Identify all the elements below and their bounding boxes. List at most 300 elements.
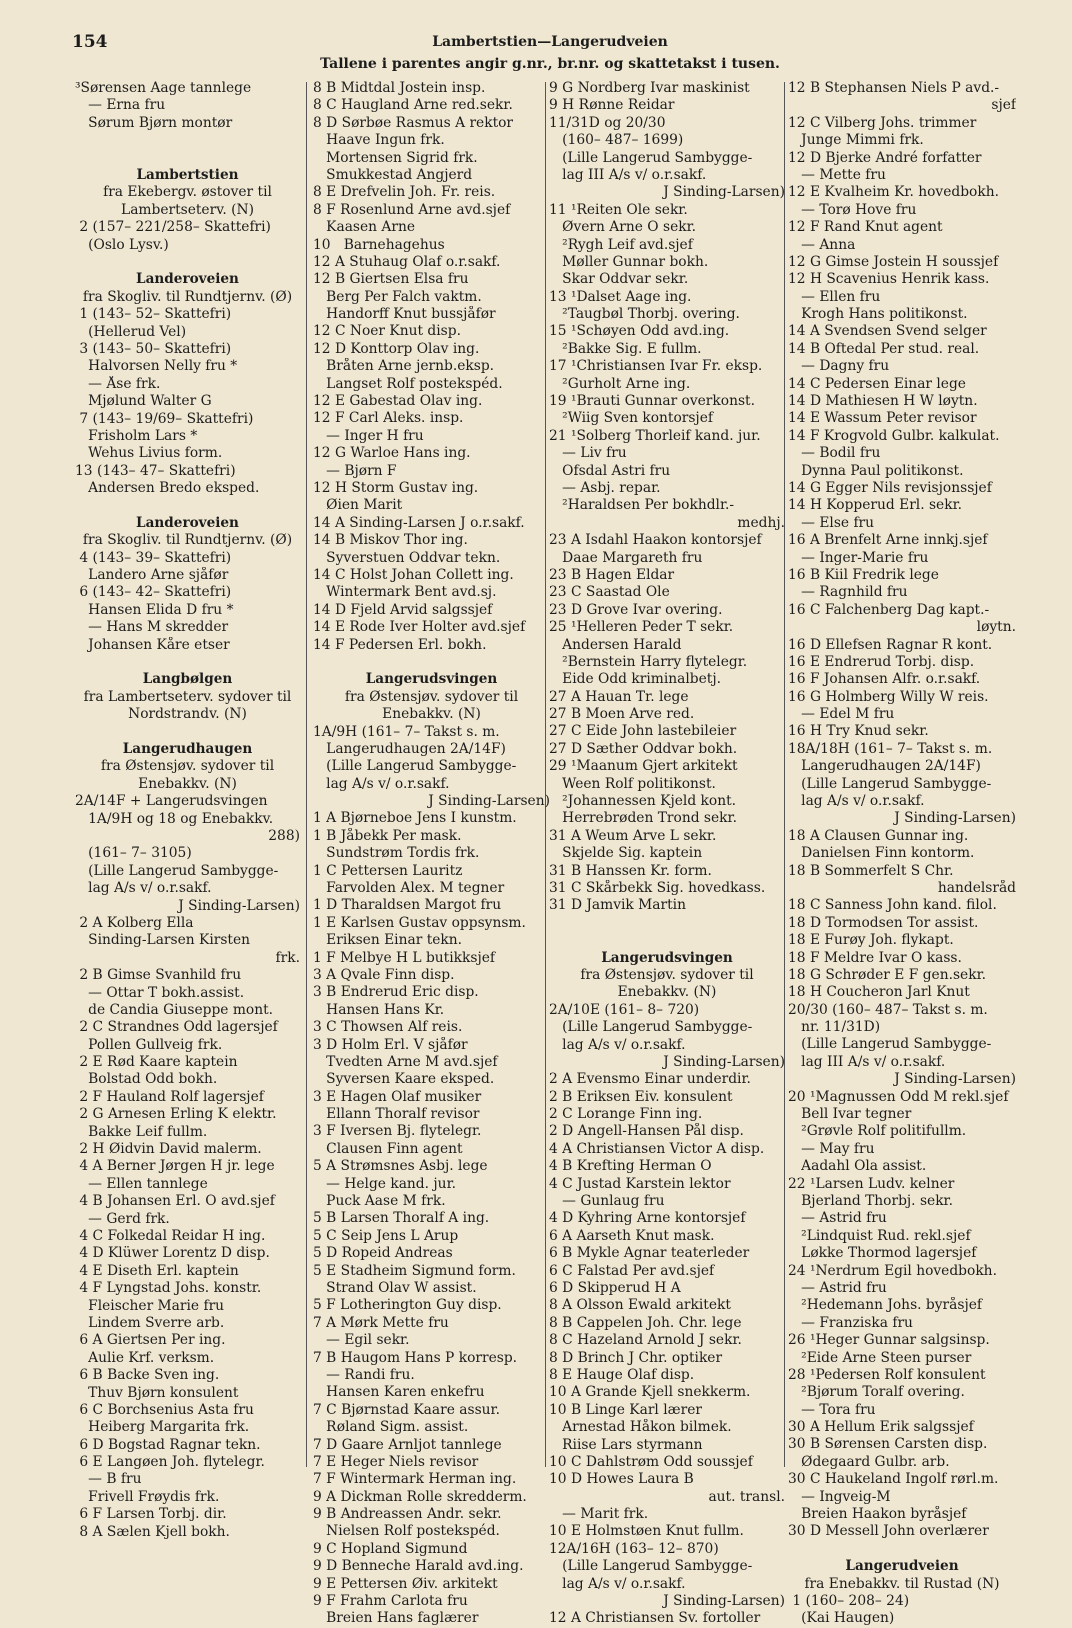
directory-entry: Pollen Gullveig frk.	[75, 1036, 223, 1053]
directory-entry: 2 F Hauland Rolf lagersjef	[75, 1088, 264, 1105]
directory-entry: 9 G Nordberg Ivar maskinist	[549, 80, 750, 96]
entry-continuation: J Sinding-Larsen)	[178, 897, 300, 914]
directory-entry: ²Gurholt Arne ing.	[549, 375, 691, 392]
directory-entry: 2 C Lorange Finn ing.	[549, 1106, 703, 1123]
directory-entry: Eriksen Einar tekn.	[313, 932, 463, 949]
directory-entry: Danielsen Finn kontorm.	[788, 845, 975, 862]
directory-entry: — Franziska fru	[788, 1314, 913, 1331]
directory-entry: 12 F Rand Knut agent	[788, 219, 943, 236]
directory-entry: — Helge kand. jur.	[313, 1175, 457, 1192]
directory-entry: 12A/16H (163– 12– 870)	[549, 1540, 719, 1557]
directory-entry: (Lille Langerud Sambygge-	[313, 758, 517, 775]
directory-entry: ²Bakke Sig. E fullm.	[549, 340, 702, 357]
directory-entry: 3 F Iversen Bj. flytelegr.	[313, 1123, 482, 1140]
directory-entry: 4 A Berner Jørgen H jr. lege	[75, 1158, 275, 1175]
street-description: Enebakkv. (N)	[617, 984, 717, 1001]
directory-entry: 13 ¹Dalset Aage ing.	[549, 288, 692, 305]
directory-entry: Lindem Sverre arb.	[75, 1314, 225, 1331]
directory-entry: 6 F Larsen Torbj. dir.	[75, 1506, 227, 1523]
directory-entry: lag A/s v/ o.r.sakf.	[549, 1575, 686, 1592]
directory-entry: 30 A Hellum Erik salgssjef	[788, 1419, 974, 1436]
directory-entry: ³Sørensen Aage tannlege	[75, 80, 252, 96]
directory-entry: Syverstuen Oddvar tekn.	[313, 549, 501, 566]
directory-entry: Wehus Livius form.	[75, 445, 223, 462]
directory-entry: 23 A Isdahl Haakon kontorsjef	[549, 532, 762, 549]
directory-entry: 27 C Eide John lastebileier	[549, 723, 737, 740]
directory-entry: Langerudhaugen 2A/14F)	[788, 758, 981, 775]
spacer	[788, 1541, 1016, 1558]
directory-entry: — Åse frk.	[75, 375, 161, 392]
directory-entry: 30 C Haukeland Ingolf rørl.m.	[788, 1471, 999, 1488]
directory-entry: Ween Rolf politikonst.	[549, 775, 716, 792]
directory-entry: 9 D Benneche Harald avd.ing.	[313, 1558, 524, 1575]
directory-entry: 12 D Konttorp Olav ing.	[313, 340, 480, 357]
directory-entry: 9 B Andreassen Andr. sekr.	[313, 1506, 502, 1523]
directory-entry: lag III A/s v/ o.r.sakf.	[549, 166, 707, 183]
directory-entry: 10 Barnehagehus	[313, 236, 445, 253]
directory-entry: 6 A Giertsen Per ing.	[75, 1332, 226, 1349]
directory-entry: 20 ¹Magnussen Odd M rekl.sjef	[788, 1088, 1009, 1105]
directory-entry: Eide Odd kriminalbetj.	[549, 671, 721, 688]
directory-entry: 8 A Sælen Kjell bokh.	[75, 1523, 230, 1540]
directory-entry: Mjølund Walter G	[75, 393, 212, 410]
directory-entry: — Dagny fru	[788, 358, 890, 375]
directory-entry: 14 C Holst Johan Collett ing.	[313, 566, 514, 583]
directory-entry: 14 C Pedersen Einar lege	[788, 375, 966, 392]
directory-entry: 2 H Øidvin David malerm.	[75, 1141, 262, 1158]
spacer	[75, 132, 300, 149]
directory-entry: 3 (143– 50– Skattefri)	[75, 340, 232, 357]
directory-entry: Bakke Leif fullm.	[75, 1123, 208, 1140]
directory-entry: 4 B Johansen Erl. O avd.sjef	[75, 1193, 275, 1210]
directory-entry: 17 ¹Christiansen Ivar Fr. eksp.	[549, 358, 763, 375]
directory-entry: 9 A Dickman Rolle skredderm.	[313, 1488, 527, 1505]
directory-entry: lag A/s v/ o.r.sakf.	[788, 793, 925, 810]
directory-entry: 8 D Brinch J Chr. optiker	[549, 1349, 723, 1366]
page-header-subtitle: Tallene i parentes angir g.nr., br.nr. og skattetakst i tusen.	[320, 56, 780, 72]
directory-entry: 12 A Christiansen Sv. fortoller	[549, 1610, 761, 1627]
directory-entry: Farvolden Alex. M tegner	[313, 880, 505, 897]
directory-entry: 8 E Hauge Olaf disp.	[549, 1366, 695, 1383]
directory-entry: Hansen Elida D fru *	[75, 601, 234, 618]
directory-entry: Herrebrøden Trond sekr.	[549, 810, 737, 827]
street-description: Nordstrandv. (N)	[128, 706, 247, 723]
directory-entry: (Lille Langerud Sambygge-	[549, 1558, 753, 1575]
directory-entry: Sinding-Larsen Kirsten	[75, 932, 251, 949]
directory-entry: 18 B Sommerfelt S Chr.	[788, 862, 954, 879]
directory-entry: 12 H Storm Gustav ing.	[313, 479, 479, 496]
street-heading: Langerudsvingen	[365, 671, 498, 688]
directory-entry: 6 B Mykle Agnar teaterleder	[549, 1245, 750, 1262]
directory-entry: Mortensen Sigrid frk.	[313, 149, 478, 166]
directory-entry: nr. 11/31D)	[788, 1019, 881, 1036]
column-3	[549, 80, 785, 1628]
directory-entry: 8 C Haugland Arne red.sekr.	[313, 97, 513, 114]
directory-entry: 12 F Carl Aleks. insp.	[313, 410, 464, 427]
directory-entry: Syversen Kaare eksped.	[313, 1071, 495, 1088]
directory-entry: 16 F Johansen Alfr. o.r.sakf.	[788, 671, 981, 688]
directory-entry: 11/31D og 20/30	[549, 114, 666, 131]
directory-entry: 26 ¹Heger Gunnar salgsinsp.	[788, 1332, 990, 1349]
directory-entry: Øvern Arne O sekr.	[549, 219, 697, 236]
directory-entry: Bjerland Thorbj. sekr.	[788, 1193, 954, 1209]
spacer	[549, 915, 785, 932]
directory-entry: 1 F Melbye H L butikksjef	[313, 949, 495, 966]
directory-entry: Frivell Frøydis frk.	[75, 1488, 220, 1505]
directory-entry: Breien Haakon byråsjef	[788, 1506, 967, 1523]
directory-entry: 4 C Folkedal Reidar H ing.	[75, 1227, 266, 1244]
directory-entry: 16 E Endrerud Torbj. disp.	[788, 653, 975, 670]
directory-entry: Smukkestad Angjerd	[313, 166, 473, 183]
directory-entry: ²Hedemann Johs. byråsjef	[788, 1297, 982, 1314]
directory-entry: 12 B Giertsen Elsa fru	[313, 271, 469, 288]
directory-entry: Ofsdal Astri fru	[549, 462, 671, 479]
directory-entry: 14 D Fjeld Arvid salgssjef	[313, 601, 493, 618]
directory-entry: ²Bjørum Toralf overing.	[788, 1384, 965, 1401]
street-description: Lambertseterv. (N)	[121, 201, 254, 218]
spacer	[75, 497, 300, 514]
directory-entry: Kaasen Arne	[313, 219, 416, 236]
directory-entry: 8 C Hazeland Arnold J sekr.	[549, 1332, 742, 1349]
directory-entry: 14 G Egger Nils revisjonssjef	[788, 479, 992, 496]
directory-entry: 1 (160– 208– 24)	[788, 1593, 910, 1610]
directory-entry: 12 D Bjerke André forfatter	[788, 149, 982, 166]
directory-entry: Dynna Paul politikonst.	[788, 462, 964, 479]
directory-entry: Bråten Arne jernb.eksp.	[313, 358, 495, 375]
directory-entry: Johansen Kåre etser	[75, 636, 230, 653]
directory-entry: Thuv Bjørn konsulent	[75, 1384, 239, 1401]
directory-entry: Langerudhaugen 2A/14F)	[313, 740, 506, 757]
directory-entry: lag III A/s v/ o.r.sakf.	[788, 1053, 946, 1070]
directory-entry: 2 B Eriksen Eiv. konsulent	[549, 1088, 733, 1105]
directory-entry: 8 F Rosenlund Arne avd.sjef	[313, 201, 511, 218]
directory-entry: 20/30 (160– 487– Takst s. m.	[788, 1001, 988, 1018]
spacer	[75, 254, 300, 271]
directory-entry: 27 A Hauan Tr. lege	[549, 688, 689, 705]
directory-entry: Fleischer Marie fru	[75, 1297, 225, 1314]
directory-entry: Andersen Harald	[549, 636, 682, 653]
directory-entry: 16 A Brenfelt Arne innkj.sjef	[788, 532, 988, 549]
directory-entry: Arnestad Håkon bilmek.	[549, 1419, 732, 1436]
directory-entry: (Lille Langerud Sambygge-	[549, 149, 753, 166]
directory-entry: (Hellerud Vel)	[75, 323, 187, 340]
directory-entry: Handorff Knut bussjåfør	[313, 306, 496, 323]
directory-entry: Andersen Bredo eksped.	[75, 480, 260, 497]
directory-entry: 5 F Lotherington Guy disp.	[313, 1297, 502, 1314]
directory-entry: 4 B Krefting Herman O	[549, 1158, 712, 1175]
directory-entry: 18 C Sanness John kand. filol.	[788, 897, 997, 914]
directory-entry: ²Wiig Sven kontorsjef	[549, 410, 713, 427]
directory-entry: 18 E Furøy Joh. flykapt.	[788, 932, 954, 949]
directory-entry: 14 B Oftedal Per stud. real.	[788, 340, 980, 357]
directory-entry: — Tora fru	[788, 1401, 876, 1418]
directory-entry: 21 ¹Solberg Thorleif kand. jur.	[549, 427, 761, 444]
directory-entry: 5 D Ropeid Andreas	[313, 1245, 453, 1262]
directory-entry: 7 D Gaare Arnljot tannlege	[313, 1436, 502, 1453]
directory-entry: — B fru	[75, 1471, 142, 1488]
directory-entry: Puck Aase M frk.	[313, 1193, 446, 1210]
entry-continuation: frk.	[275, 949, 300, 966]
directory-entry: 23 D Grove Ivar overing.	[549, 601, 723, 618]
directory-entry: — Mette fru	[788, 166, 886, 183]
entry-continuation: J Sinding-Larsen)	[663, 1593, 785, 1610]
directory-entry: 18 A Clausen Gunnar ing.	[788, 827, 969, 844]
directory-entry: Løkke Thormod lagersjef	[788, 1245, 977, 1262]
column-2	[313, 80, 550, 1628]
directory-entry: 12 H Scavenius Henrik kass.	[788, 271, 990, 288]
directory-entry: 18 H Coucheron Jarl Knut	[788, 984, 970, 1001]
entry-continuation: J Sinding-Larsen)	[663, 1053, 785, 1070]
directory-entry: Strand Olav W assist.	[313, 1280, 477, 1296]
directory-entry: 6 C Falstad Per avd.sjef	[549, 1262, 715, 1279]
directory-entry: 5 C Seip Jens L Arup	[313, 1227, 459, 1244]
directory-entry: Ødegaard Gulbr. arb.	[788, 1453, 950, 1470]
directory-entry: — Else fru	[788, 514, 875, 531]
street-heading: Landeroveien	[136, 514, 239, 531]
directory-entry: 6 E Langøen Joh. flytelegr.	[75, 1454, 265, 1471]
directory-entry: 23 C Saastad Ole	[549, 584, 670, 601]
directory-entry: 9 H Rønne Reidar	[549, 97, 675, 114]
directory-entry: — Ellen fru	[788, 288, 881, 305]
street-heading: Langbølgen	[142, 671, 233, 688]
directory-entry: — Anna	[788, 236, 856, 253]
directory-entry: — Gerd frk.	[75, 1210, 170, 1227]
directory-entry: 8 B Cappelen Joh. Chr. lege	[549, 1314, 742, 1331]
directory-entry: 3 B Endrerud Eric disp.	[313, 984, 479, 1001]
directory-entry: Sørum Bjørn montør	[75, 114, 233, 131]
directory-entry: 30 B Sørensen Carsten disp.	[788, 1436, 988, 1453]
page-header-title: Lambertstien—Langerudveien	[432, 34, 668, 50]
directory-entry: Hansen Hans Kr.	[313, 1001, 445, 1018]
directory-entry: 31 D Jamvik Martin	[549, 897, 686, 914]
directory-entry: 2 A Evensmo Einar underdir.	[549, 1071, 751, 1088]
directory-entry: 2 B Gimse Svanhild fru	[75, 967, 242, 984]
directory-entry: Krogh Hans politikonst.	[788, 306, 968, 323]
directory-entry: 1A/9H og 18 og Enebakkv.	[75, 810, 274, 827]
directory-entry: 1 A Bjørneboe Jens I kunstm.	[313, 810, 517, 827]
directory-entry: 14 A Sinding-Larsen J o.r.sakf.	[313, 514, 525, 531]
directory-entry: — Hans M skredder	[75, 619, 229, 636]
directory-entry: 27 D Sæther Oddvar bokh.	[549, 740, 738, 757]
column-rule	[306, 82, 307, 1467]
directory-entry: 10 A Grande Kjell snekkerm.	[549, 1384, 751, 1401]
directory-entry: 1 E Karlsen Gustav oppsynsm.	[313, 914, 526, 931]
directory-entry: lag A/s v/ o.r.sakf.	[549, 1036, 686, 1053]
street-description: fra Skogliv. til Rundtjernv. (Ø)	[82, 288, 293, 305]
directory-entry: ²Taugbøl Thorbj. overing.	[549, 306, 740, 323]
directory-entry: 12 A Stuhaug Olaf o.r.sakf.	[313, 253, 501, 270]
directory-entry: Haave Ingun frk.	[313, 132, 445, 149]
directory-entry: Langset Rolf postekspéd.	[313, 375, 503, 392]
directory-entry: 14 H Kopperud Erl. sekr.	[788, 497, 963, 514]
directory-entry: — Asbj. repar.	[549, 479, 661, 496]
entry-continuation: løytn.	[976, 619, 1016, 636]
street-heading: Langerudveien	[845, 1558, 959, 1575]
directory-entry: 7 F Wintermark Herman ing.	[313, 1471, 517, 1488]
directory-entry: 18 D Tormodsen Tor assist.	[788, 914, 979, 931]
entry-continuation: J Sinding-Larsen)	[894, 1071, 1016, 1088]
directory-entry: 16 H Try Knud sekr.	[788, 723, 929, 740]
directory-entry: (Lille Langerud Sambygge-	[788, 1036, 992, 1053]
directory-entry: 25 ¹Helleren Peder T sekr.	[549, 619, 734, 636]
directory-entry: Halvorsen Nelly fru *	[75, 358, 238, 375]
directory-entry: 30 D Messell John overlærer	[788, 1523, 989, 1540]
spacer	[549, 932, 785, 949]
directory-entry: 27 B Moen Arve red.	[549, 706, 695, 723]
directory-entry: 14 F Pedersen Erl. bokh.	[313, 636, 487, 653]
directory-entry: 10 E Holmstøen Knut fullm.	[549, 1523, 744, 1540]
spacer	[75, 724, 300, 741]
directory-entry: — Torø Hove fru	[788, 201, 917, 218]
directory-entry: Aulie Krf. verksm.	[75, 1349, 215, 1366]
directory-entry: Øien Marit	[313, 497, 403, 514]
directory-entry: ²Rygh Leif avd.sjef	[549, 236, 693, 253]
directory-entry: 16 C Falchenberg Dag kapt.-	[788, 601, 990, 618]
directory-entry: 4 E Diseth Erl. kaptein	[75, 1262, 239, 1279]
directory-entry: 3 E Hagen Olaf musiker	[313, 1088, 482, 1105]
directory-entry: 3 A Qvale Finn disp.	[313, 966, 455, 983]
directory-entry: 2 D Angell-Hansen Pål disp.	[549, 1123, 744, 1140]
directory-entry: 14 E Rode Iver Holter avd.sjef	[313, 619, 526, 636]
directory-entry: — Egil sekr.	[313, 1332, 410, 1349]
directory-entry: — Liv fru	[549, 445, 627, 462]
directory-entry: 12 C Vilberg Johs. trimmer	[788, 114, 977, 131]
directory-entry: (Kai Haugen)	[788, 1610, 895, 1627]
directory-entry: — Ottar T bokh.assist.	[75, 984, 245, 1001]
page-number: 154	[72, 32, 108, 52]
directory-entry: 16 B Kiil Fredrik lege	[788, 566, 939, 583]
street-description: fra Ekebergv. østover til	[103, 184, 272, 201]
directory-entry: 18 G Schrøder E F gen.sekr.	[788, 966, 987, 983]
directory-entry: Frisholm Lars *	[75, 427, 198, 444]
directory-entry: 12 G Gimse Jostein H soussjef	[788, 253, 999, 270]
directory-entry: 2 A Kolberg Ella	[75, 914, 194, 931]
directory-entry: — Astrid fru	[788, 1210, 887, 1227]
directory-entry: — Ellen tannlege	[75, 1175, 208, 1192]
directory-entry: 6 B Backe Sven ing.	[75, 1367, 220, 1384]
directory-entry: 22 ¹Larsen Ludv. kelner	[788, 1175, 955, 1192]
directory-entry: 10 D Howes Laura B	[549, 1471, 694, 1488]
directory-entry: 12 B Stephansen Niels P avd.-	[788, 80, 1000, 96]
directory-entry: 7 B Haugom Hans P korresp.	[313, 1349, 518, 1366]
directory-entry: Bolstad Odd bokh.	[75, 1071, 218, 1088]
directory-entry: — Marit frk.	[549, 1506, 649, 1523]
directory-entry: 31 B Hanssen Kr. form.	[549, 862, 712, 879]
directory-entry: 2 E Rød Kaare kaptein	[75, 1054, 238, 1071]
directory-entry: 10 B Linge Karl lærer	[549, 1401, 702, 1418]
directory-entry: 29 ¹Maanum Gjert arkitekt	[549, 758, 738, 775]
spacer	[75, 150, 300, 167]
street-heading: Langerudhaugen	[122, 741, 253, 757]
directory-entry: 13 (143– 47– Skattefri)	[75, 462, 236, 479]
entry-continuation: J Sinding-Larsen)	[663, 184, 785, 201]
directory-entry: Berg Per Falch vaktm.	[313, 288, 482, 305]
street-heading: Langerudsvingen	[601, 949, 733, 966]
directory-entry: — Bodil fru	[788, 445, 881, 462]
directory-entry: Breien Hans faglærer	[313, 1610, 479, 1627]
entry-continuation: J Sinding-Larsen)	[894, 810, 1016, 827]
directory-entry: — Gunlaug fru	[549, 1193, 665, 1210]
directory-entry: 2 C Strandnes Odd lagersjef	[75, 1019, 278, 1036]
directory-entry: Nielsen Rolf postekspéd.	[313, 1523, 500, 1540]
directory-entry: 31 A Weum Arve L sekr.	[549, 827, 717, 844]
spacer	[313, 654, 550, 671]
street-description: Enebakkv. (N)	[138, 775, 237, 792]
directory-entry: 12 C Noer Knut disp.	[313, 323, 461, 340]
directory-entry: 4 A Christiansen Victor A disp.	[549, 1140, 765, 1157]
column-4	[788, 80, 1016, 1628]
directory-entry: 6 D Skipperud H A	[549, 1280, 681, 1296]
directory-entry: Møller Gunnar bokh.	[549, 253, 709, 270]
directory-entry: 9 C Hopland Sigmund	[313, 1540, 468, 1557]
directory-entry: 4 D Kyhring Arne kontorsjef	[549, 1210, 746, 1227]
directory-entry: Røland Sigm. assist.	[313, 1419, 469, 1436]
directory-entry: 14 B Miskov Thor ing.	[313, 532, 468, 549]
directory-entry: — Bjørn F	[313, 462, 397, 479]
directory-entry: 1 D Tharaldsen Margot fru	[313, 897, 502, 914]
directory-entry: 7 E Heger Niels revisor	[313, 1453, 479, 1470]
directory-entry: 23 B Hagen Eldar	[549, 566, 675, 583]
directory-entry: (160– 487– 1699)	[549, 132, 684, 149]
directory-entry: 14 E Wassum Peter revisor	[788, 410, 977, 427]
directory-entry: (Lille Langerud Sambygge-	[549, 1019, 753, 1036]
directory-entry: Clausen Finn agent	[313, 1140, 463, 1157]
directory-entry: Aadahl Ola assist.	[788, 1158, 927, 1175]
directory-entry: 8 E Drefvelin Joh. Fr. reis.	[313, 184, 496, 201]
directory-entry: ²Grøvle Rolf politifullm.	[788, 1123, 967, 1140]
street-description: fra Østensjøv. sydover til	[100, 758, 275, 775]
directory-entry: lag A/s v/ o.r.sakf.	[313, 775, 450, 792]
directory-entry: 2A/14F + Langerudsvingen	[75, 793, 268, 810]
directory-entry: 8 B Midtdal Jostein insp.	[313, 80, 486, 96]
spacer	[75, 654, 300, 671]
directory-entry: 28 ¹Pedersen Rolf konsulent	[788, 1366, 986, 1383]
directory-entry: 2 G Arnesen Erling K elektr.	[75, 1106, 277, 1123]
directory-entry: — Randi fru.	[313, 1366, 415, 1383]
directory-entry: Skjelde Sig. kaptein	[549, 845, 703, 862]
directory-entry: 14 A Svendsen Svend selger	[788, 323, 987, 340]
directory-entry: (Lille Langerud Sambygge-	[788, 775, 992, 792]
directory-entry: Heiberg Margarita frk.	[75, 1419, 250, 1436]
directory-entry: ²Bernstein Harry flytelegr.	[549, 653, 748, 670]
entry-continuation: aut. transl.	[708, 1488, 785, 1505]
entry-continuation: 288)	[268, 828, 300, 844]
directory-entry: Tvedten Arne M avd.sjef	[313, 1053, 498, 1070]
directory-entry: 18 F Meldre Ivar O kass.	[788, 949, 962, 966]
directory-entry: 12 G Warloe Hans ing.	[313, 445, 471, 462]
directory-entry: 4 F Lyngstad Johs. konstr.	[75, 1280, 262, 1297]
entry-continuation: handelsråd	[937, 879, 1016, 896]
directory-entry: 5 B Larsen Thoralf A ing.	[313, 1210, 490, 1227]
directory-entry: 7 C Bjørnstad Kaare assur.	[313, 1401, 501, 1418]
directory-entry: — Ragnhild fru	[788, 584, 908, 601]
directory-entry: 4 D Klüwer Lorentz D disp.	[75, 1245, 270, 1262]
directory-entry: Landero Arne sjåfør	[75, 567, 229, 584]
directory-entry: Daae Margareth fru	[549, 549, 703, 566]
directory-entry: 24 ¹Nerdrum Egil hovedbokh.	[788, 1262, 997, 1279]
directory-entry: 9 E Pettersen Øiv. arkitekt	[313, 1575, 498, 1592]
street-description: fra Østensjøv. sydover til	[580, 966, 754, 983]
directory-entry: 5 A Strømsnes Asbj. lege	[313, 1158, 488, 1175]
directory-entry: Skar Oddvar sekr.	[549, 271, 689, 288]
directory-entry: — May fru	[788, 1140, 875, 1157]
directory-entry: 2 (157– 221/258– Skattefri)	[75, 219, 271, 236]
directory-entry: — Inger H fru	[313, 427, 424, 444]
directory-entry: 5 E Stadheim Sigmund form.	[313, 1262, 516, 1279]
street-heading: Lambertstien	[136, 166, 239, 183]
directory-entry: ²Johannessen Kjeld kont.	[549, 793, 737, 810]
directory-entry: Sundstrøm Tordis frk.	[313, 845, 480, 862]
